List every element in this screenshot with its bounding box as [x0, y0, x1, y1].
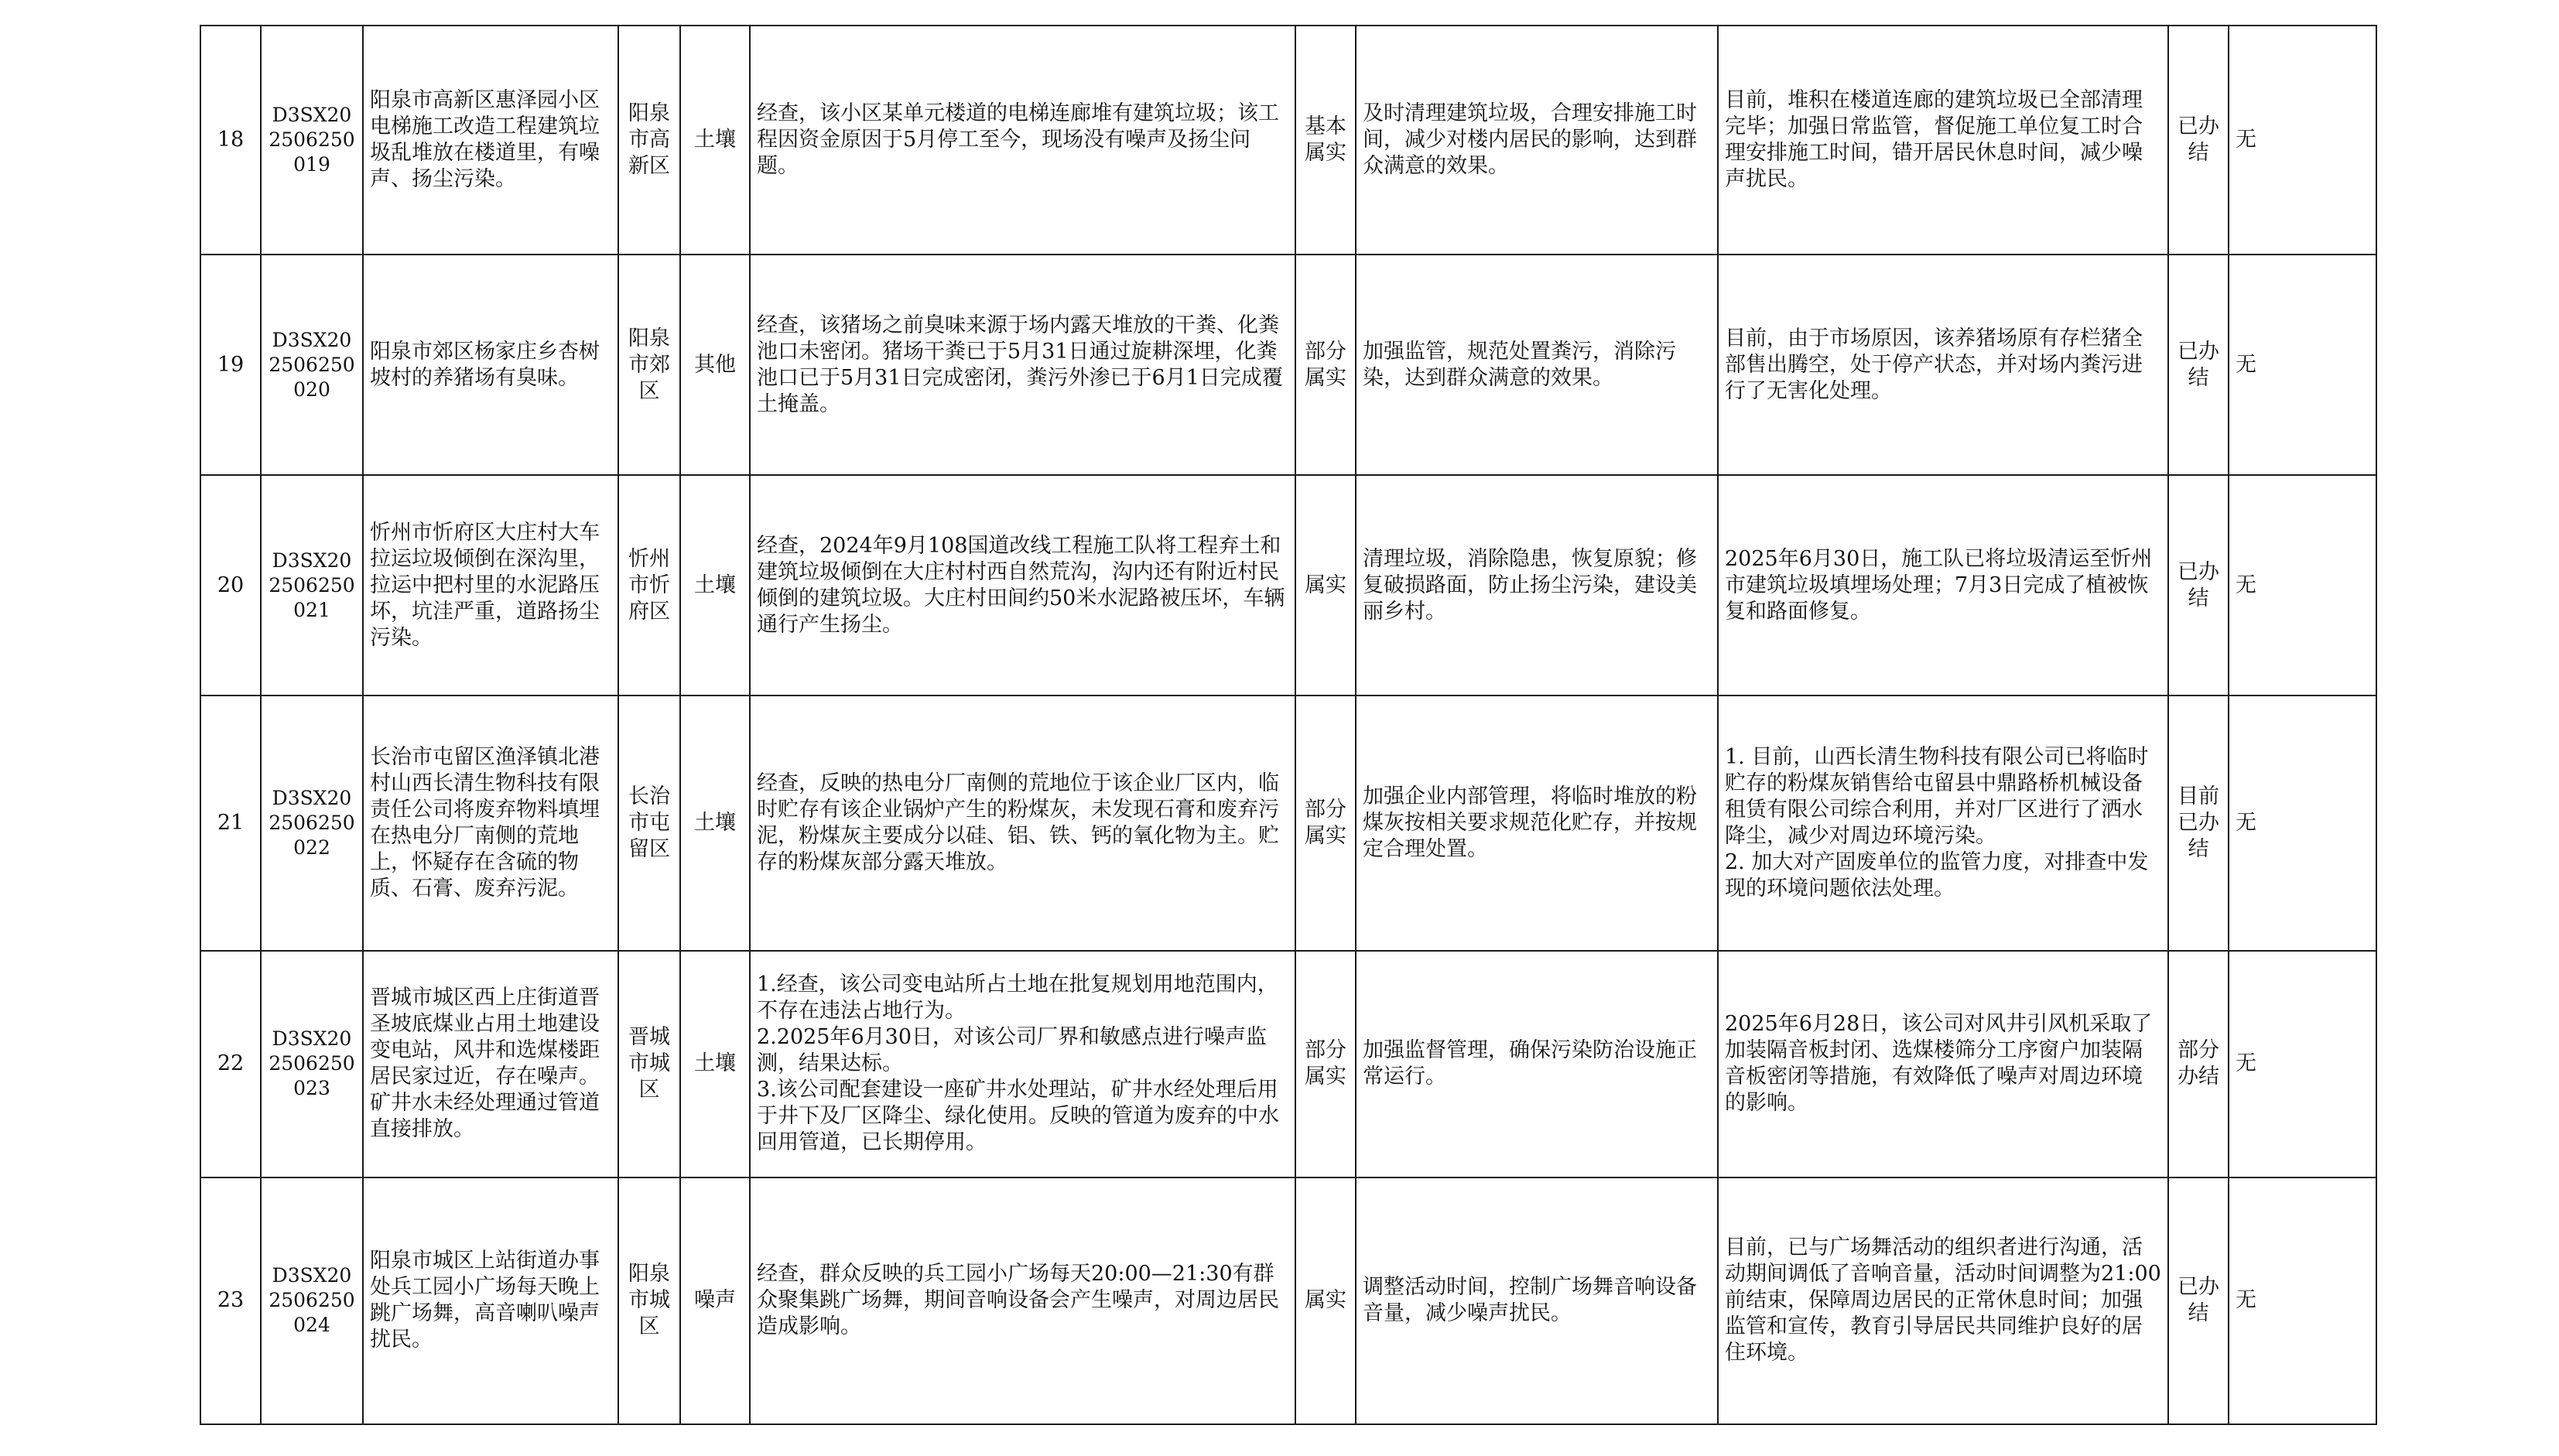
result-line: 目前，已与广场舞活动的组织者进行沟通，活动期间调低了音响音量，活动时间调整为21:00前结束，保障周边居民的正常休息时间；加强监管和宣传，教育引导居民共同维护良好的居住环境。: [1725, 1236, 2161, 1365]
finding-line: 3.该公司配套建设一座矿井水处理站，矿井水经处理后用于井下及厂区降尘、绿化使用。反映的管道为废弃的中水回用管道，已长期停用。: [757, 1078, 1279, 1155]
verification-verdict: 部分属实: [1295, 255, 1356, 475]
row-number: 21: [200, 696, 261, 950]
remark: 无: [2229, 951, 2376, 1177]
pollution-type: 其他: [680, 255, 750, 475]
case-id: D3SX202506250021: [261, 475, 363, 696]
complaint-description: 长治市屯留区渔泽镇北港村山西长清生物科技有限责任公司将废弃物料填埋在热电分厂南侧的荒地上，怀疑存在含硫的物质、石膏、废弃污泥。: [363, 696, 618, 950]
verification-verdict: 部分属实: [1295, 696, 1356, 950]
rectification-result: [1718, 475, 2168, 696]
table-row: [200, 475, 2376, 696]
complaint-description: 忻州市忻府区大庄村大车拉运垃圾倾倒在深沟里，拉运中把村里的水泥路压坏，坑洼严重，道路扬尘污染。: [363, 475, 618, 696]
table-row: [200, 696, 2376, 950]
investigation-finding: [750, 951, 1295, 1177]
row-number: 19: [200, 255, 261, 475]
result-line: 1. 目前，山西长清生物科技有限公司已将临时贮存的粉煤灰销售给屯留县中鼎路桥机械设备租赁有限公司综合利用，并对厂区进行了洒水降尘，减少对周边环境污染。: [1725, 744, 2149, 848]
verification-verdict: 属实: [1295, 1177, 1356, 1424]
table-row: [200, 26, 2376, 255]
complaint-table: [200, 25, 2377, 1425]
administrative-area: 阳泉市城区: [618, 1177, 680, 1424]
case-id: D3SX202506250020: [261, 255, 363, 475]
case-id: D3SX202506250023: [261, 951, 363, 1177]
pollution-type: 噪声: [680, 1177, 750, 1424]
pollution-type: 土壤: [680, 696, 750, 950]
rectification-result: [1718, 951, 2168, 1177]
rectification-result: [1718, 696, 2168, 950]
completion-status: 已办结: [2168, 26, 2229, 255]
rectification-result: [1718, 1177, 2168, 1424]
completion-status: 已办结: [2168, 475, 2229, 696]
result-line: 目前，由于市场原因，该养猪场原有存栏猪全部售出腾空，处于停产状态，并对场内粪污进行了无害化处理。: [1725, 326, 2143, 403]
completion-status: 目前已办结: [2168, 696, 2229, 950]
investigation-finding: 经查，2024年9月108国道改线工程施工队将工程弃土和建筑垃圾倾倒在大庄村村西自然荒沟，沟内还有附近村民倾倒的建筑垃圾。大庄村田间约50米水泥路被压坏，车辆通行产生扬尘。: [750, 475, 1295, 696]
remark: 无: [2229, 696, 2376, 950]
case-id: D3SX202506250019: [261, 26, 363, 255]
pollution-type: 土壤: [680, 26, 750, 255]
rectification-result: [1718, 255, 2168, 475]
rectification-goal: 及时清理建筑垃圾，合理安排施工时间，减少对楼内居民的影响，达到群众满意的效果。: [1356, 26, 1718, 255]
case-id: D3SX202506250024: [261, 1177, 363, 1424]
result-line: 目前，堆积在楼道连廊的建筑垃圾已全部清理完毕；加强日常监管，督促施工单位复工时合理安排施工时间，错开居民休息时间，减少噪声扰民。: [1725, 88, 2143, 192]
completion-status: 已办结: [2168, 255, 2229, 475]
verification-verdict: 属实: [1295, 475, 1356, 696]
remark: 无: [2229, 1177, 2376, 1424]
complaint-description: 阳泉市郊区杨家庄乡杏树坡村的养猪场有臭味。: [363, 255, 618, 475]
result-line: 2025年6月28日，该公司对风井引风机采取了加装隔音板封闭、选煤楼筛分工序窗户加装隔音板密闭等措施，有效降低了噪声对周边环境的影响。: [1725, 1012, 2153, 1116]
remark: 无: [2229, 475, 2376, 696]
table-row: [200, 1177, 2376, 1424]
investigation-finding: 经查，该猪场之前臭味来源于场内露天堆放的干粪、化粪池口未密闭。猪场干粪已于5月31日通过旋耕深埋，化粪池口已于5月31日完成密闭，粪污外渗已于6月1日完成覆土掩盖。: [750, 255, 1295, 475]
rectification-goal: 加强企业内部管理，将临时堆放的粉煤灰按相关要求规范化贮存，并按规定合理处置。: [1356, 696, 1718, 950]
remark: 无: [2229, 255, 2376, 475]
rectification-result: [1718, 26, 2168, 255]
verification-verdict: 部分属实: [1295, 951, 1356, 1177]
row-number: 20: [200, 475, 261, 696]
table-row: [200, 951, 2376, 1177]
administrative-area: 长治市屯留区: [618, 696, 680, 950]
completion-status: 部分办结: [2168, 951, 2229, 1177]
complaint-description: 阳泉市城区上站街道办事处兵工园小广场每天晚上跳广场舞，高音喇叭噪声扰民。: [363, 1177, 618, 1424]
table-row: [200, 255, 2376, 475]
row-number: 22: [200, 951, 261, 1177]
row-number: 23: [200, 1177, 261, 1424]
remark: 无: [2229, 26, 2376, 255]
finding-line: 1.经查，该公司变电站所占土地在批复规划用地范围内，不存在违法占地行为。: [757, 972, 1278, 1024]
complaint-description: 晋城市城区西上庄街道晋圣坡底煤业占用土地建设变电站，风井和选煤楼距居民家过近，存在噪声。矿井水未经处理通过管道直接排放。: [363, 951, 618, 1177]
administrative-area: 晋城市城区: [618, 951, 680, 1177]
complaint-description: 阳泉市高新区惠泽园小区电梯施工改造工程建筑垃圾乱堆放在楼道里，有噪声、扬尘污染。: [363, 26, 618, 255]
administrative-area: 忻州市忻府区: [618, 475, 680, 696]
verification-verdict: 基本属实: [1295, 26, 1356, 255]
investigation-finding: 经查，该小区某单元楼道的电梯连廊堆有建筑垃圾；该工程因资金原因于5月停工至今，现场没有噪声及扬尘问题。: [750, 26, 1295, 255]
result-line: 2. 加大对产固废单位的监管力度，对排查中发现的环境问题依法处理。: [1725, 849, 2149, 901]
investigation-finding: 经查，反映的热电分厂南侧的荒地位于该企业厂区内，临时贮存有该企业锅炉产生的粉煤灰，未发现石膏和废弃污泥，粉煤灰主要成分以硅、铝、铁、钙的氧化物为主。贮存的粉煤灰部分露天堆放。: [750, 696, 1295, 950]
case-id: D3SX202506250022: [261, 696, 363, 950]
administrative-area: 阳泉市郊区: [618, 255, 680, 475]
finding-line: 2.2025年6月30日，对该公司厂界和敏感点进行噪声监测，结果达标。: [757, 1025, 1268, 1076]
administrative-area: 阳泉市高新区: [618, 26, 680, 255]
pollution-type: 土壤: [680, 951, 750, 1177]
row-number: 18: [200, 26, 261, 255]
investigation-finding: 经查，群众反映的兵工园小广场每天20:00—21:30有群众聚集跳广场舞，期间音响设备会产生噪声，对周边居民造成影响。: [750, 1177, 1295, 1424]
rectification-goal: 清理垃圾，消除隐患，恢复原貌；修复破损路面，防止扬尘污染，建设美丽乡村。: [1356, 475, 1718, 696]
rectification-goal: 加强监督管理，确保污染防治设施正常运行。: [1356, 951, 1718, 1177]
completion-status: 已办结: [2168, 1177, 2229, 1424]
pollution-type: 土壤: [680, 475, 750, 696]
result-line: 2025年6月30日，施工队已将垃圾清运至忻州市建筑垃圾填埋场处理；7月3日完成了植被恢复和路面修复。: [1725, 546, 2153, 624]
rectification-goal: 加强监管，规范处置粪污，消除污染，达到群众满意的效果。: [1356, 255, 1718, 475]
rectification-goal: 调整活动时间，控制广场舞音响设备音量，减少噪声扰民。: [1356, 1177, 1718, 1424]
